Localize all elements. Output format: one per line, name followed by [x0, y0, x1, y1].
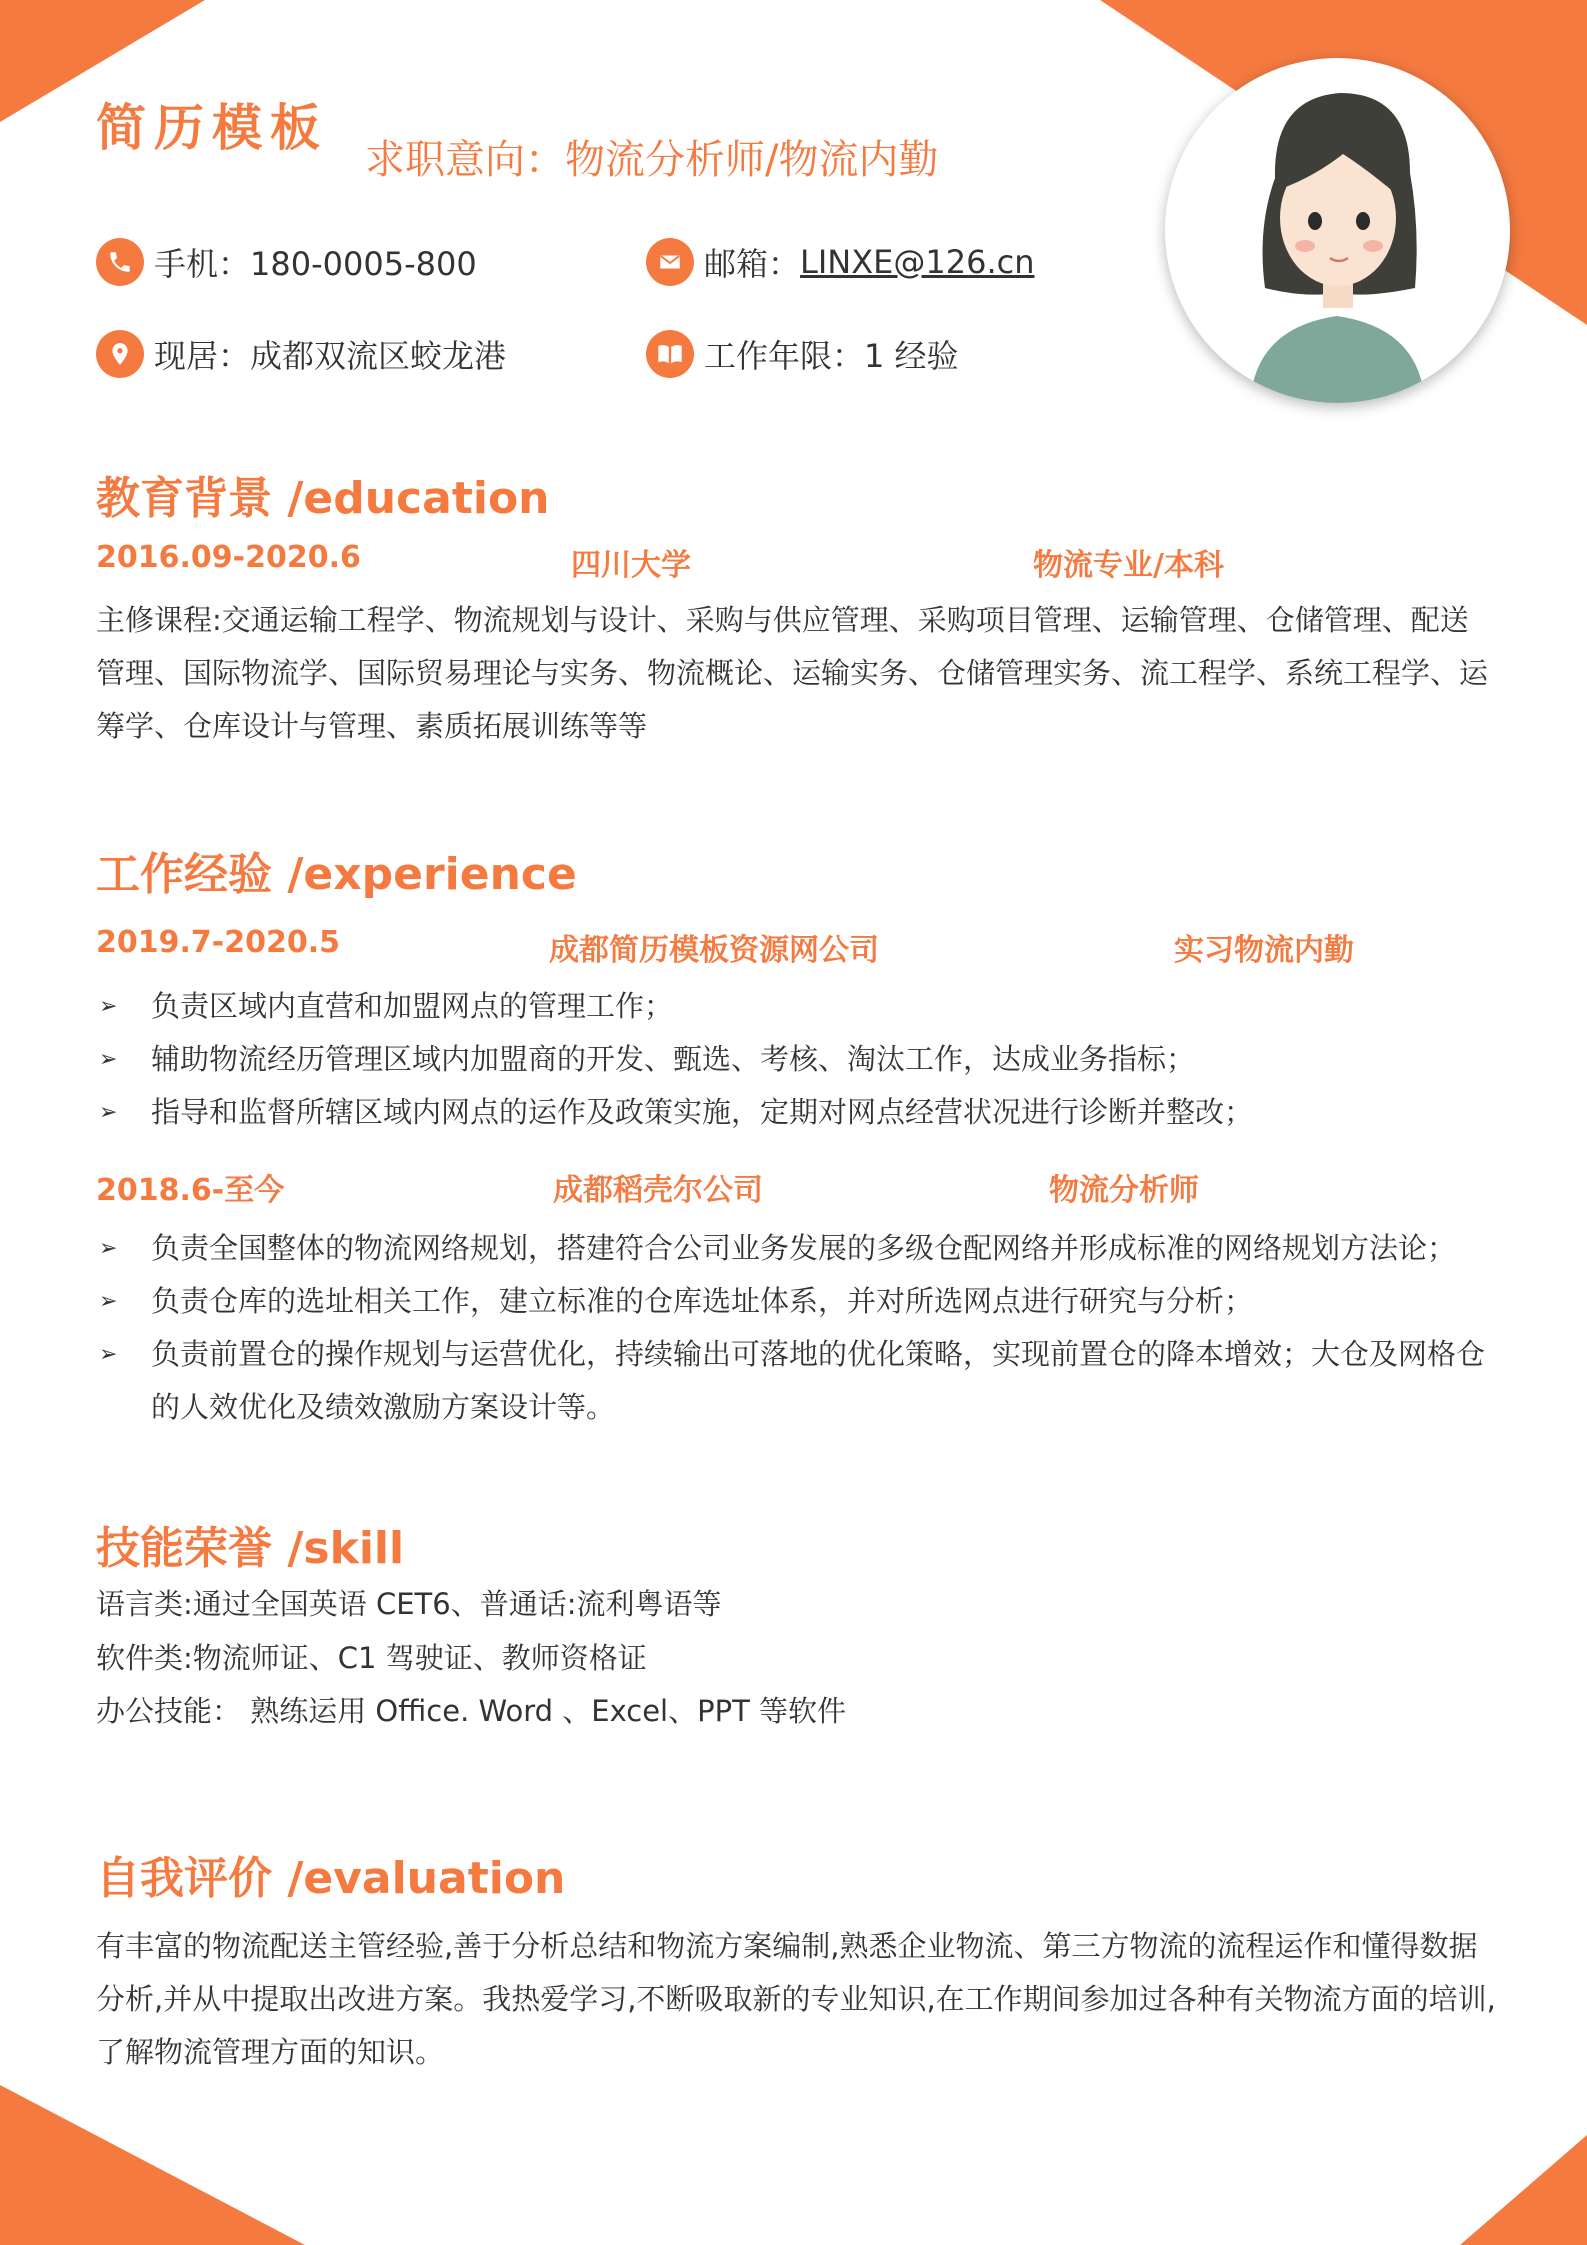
- job-objective: 求职意向：物流分析师/物流内勤: [365, 137, 939, 183]
- job-company: 成都稻壳尔公司: [553, 1173, 763, 1208]
- list-item: [96, 1328, 1496, 1434]
- arrow-bullet-icon: ➢: [99, 1342, 118, 1367]
- duty-text: 负责区域内直营和加盟网点的管理工作；: [151, 989, 674, 1023]
- arrow-bullet-icon: ➢: [99, 994, 118, 1019]
- education-major: 物流专业/本科: [1033, 548, 1224, 583]
- list-item: [96, 1222, 1496, 1275]
- email-link[interactable]: LINXE@126.cn: [800, 243, 1035, 281]
- contact-location: [96, 330, 506, 378]
- duty-text: 负责仓库的选址相关工作，建立标准的仓库选址体系，并对所选网点进行研究与分析；: [151, 1284, 1254, 1318]
- list-item: [96, 1086, 1496, 1139]
- skill-heading: 技能荣誉 /skill: [96, 1523, 405, 1574]
- evaluation-text: 有丰富的物流配送主管经验,善于分析总结和物流方案编制,熟悉企业物流、第三方物流的流程运作和懂得数据分析,并从中提取出改进方案。我热爱学习,不断吸取新的专业知识,在工作期间参加过各种有关物流方面的培训,了解物流管理方面的知识。: [96, 1929, 1496, 2069]
- skill-line: 软件类:物流师证、C1 驾驶证、教师资格证: [96, 1641, 647, 1675]
- skill-line: 办公技能： 熟练运用 Office. Word 、Excel、PPT 等软件: [96, 1694, 847, 1728]
- arrow-bullet-icon: ➢: [99, 1289, 118, 1314]
- job-duties-list: [96, 980, 1496, 1139]
- location-pin-icon: [96, 330, 144, 378]
- job-row: [96, 1165, 1496, 1208]
- list-item: [96, 980, 1496, 1033]
- education-school: 四川大学: [571, 548, 691, 583]
- job-role: 实习物流内勤: [1174, 933, 1354, 968]
- list-item: [96, 1033, 1496, 1086]
- job-period: 2019.7-2020.5: [96, 925, 340, 960]
- arrow-bullet-icon: ➢: [99, 1047, 118, 1072]
- mail-icon: [646, 238, 694, 286]
- corner-decoration-bottom-left: [0, 2085, 310, 2245]
- education-heading: 教育背景 /education: [96, 473, 550, 524]
- resume-title: 简历模板: [96, 99, 328, 157]
- duty-text: 负责前置仓的操作规划与运营优化，持续输出可落地的优化策略，实现前置仓的降本增效；大仓及网格仓的人效优化及绩效激励方案设计等。: [151, 1337, 1486, 1424]
- duty-text: 负责全国整体的物流网络规划，搭建符合公司业务发展的多级仓配网络并形成标准的网络规划方法论；: [151, 1231, 1457, 1265]
- contact-phone: [96, 238, 477, 286]
- book-icon: [646, 330, 694, 378]
- experience-heading: 工作经验 /experience: [96, 849, 577, 900]
- duty-text: 辅助物流经历管理区域内加盟商的开发、甄选、考核、淘汰工作，达成业务指标；: [151, 1042, 1196, 1076]
- corner-decoration-bottom-right: [1460, 2135, 1587, 2245]
- education-period: 2016.09-2020.6: [96, 540, 361, 575]
- arrow-bullet-icon: ➢: [99, 1236, 118, 1261]
- contact-years: [646, 330, 959, 378]
- avatar: [1165, 58, 1510, 403]
- arrow-bullet-icon: ➢: [99, 1100, 118, 1125]
- evaluation-heading: 自我评价 /evaluation: [96, 1853, 566, 1904]
- contact-email: [646, 238, 1034, 286]
- job-period: 2018.6-至今: [96, 1173, 285, 1208]
- list-item: [96, 1275, 1496, 1328]
- duty-text: 指导和监督所辖区域内网点的运作及政策实施，定期对网点经营状况进行诊断并整改；: [151, 1095, 1254, 1129]
- education-row: [96, 540, 1496, 583]
- job-company: 成都简历模板资源网公司: [549, 933, 879, 968]
- job-role: 物流分析师: [1049, 1173, 1199, 1208]
- phone-text: 手机：180-0005-800: [154, 245, 477, 283]
- job-row: [96, 925, 1496, 968]
- education-courses: 主修课程:交通运输工程学、物流规划与设计、采购与供应管理、采购项目管理、运输管理、仓储管理、配送管理、国际物流学、国际贸易理论与实务、物流概论、运输实务、仓储管理实务、流工程学、系统工程学、运筹学、仓库设计与管理、素质拓展训练等等: [96, 603, 1489, 743]
- job-duties-list: [96, 1222, 1496, 1434]
- skill-line: 语言类:通过全国英语 CET6、普通话:流利粤语等: [96, 1587, 722, 1621]
- email-label: 邮箱：: [704, 245, 801, 283]
- phone-icon: [96, 238, 144, 286]
- years-text: 工作年限：1 经验: [704, 337, 959, 375]
- location-text: 现居：成都双流区蛟龙港: [154, 337, 507, 375]
